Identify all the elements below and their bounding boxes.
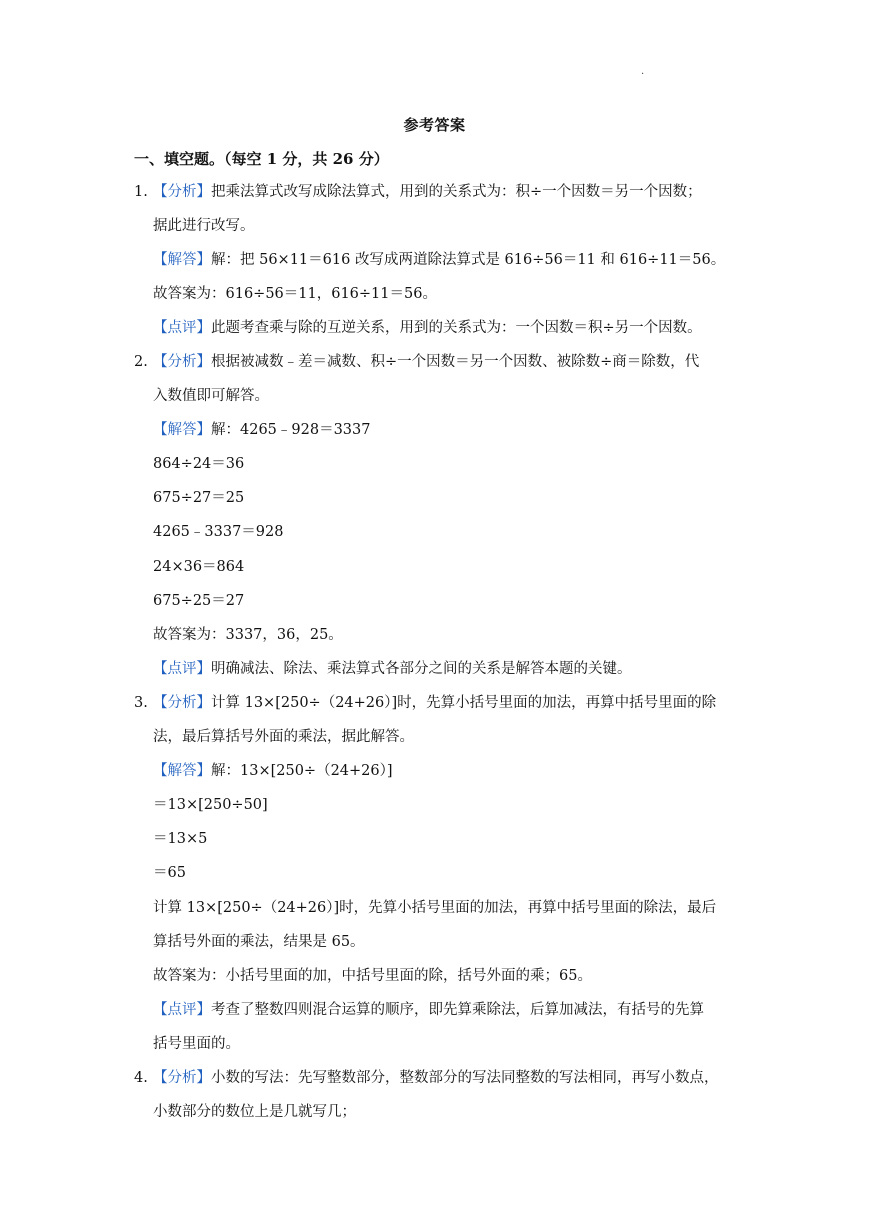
question-2-number: 2. — [134, 354, 148, 370]
comment-tag: 【点评】 — [153, 661, 211, 677]
q1-analysis-line-1 — [153, 182, 702, 202]
q4-analysis-line-2: 小数部分的数位上是几就写几； — [153, 1104, 356, 1120]
q2-analysis-text-1: 根据被减数﹣差＝减数、积÷一个因数＝另一个因数、被除数÷商＝除数，代 — [211, 354, 700, 370]
q3-step: ＝13×[250÷50] — [153, 797, 268, 813]
comment-tag: 【点评】 — [153, 320, 211, 336]
q2-step: 675÷27＝25 — [153, 490, 245, 506]
q2-step: 4265﹣3337＝928 — [153, 524, 284, 540]
q1-comment-line — [153, 318, 702, 338]
q2-solution-line — [153, 420, 370, 440]
q3-step: ＝65 — [153, 865, 186, 881]
solution-tag: 【解答】 — [153, 252, 211, 268]
q2-step: 24×36＝864 — [153, 559, 245, 575]
q1-solution-text: 解：把 56×11＝616 改写成两道除法算式是 616÷56＝11 和 616÷11＝56。 — [211, 252, 726, 268]
question-3-number: 3. — [134, 695, 148, 711]
q3-comment-text-1: 考查了整数四则混合运算的顺序，即先算乘除法，后算加减法，有括号的先算 — [211, 1002, 704, 1018]
q4-analysis-line-1 — [153, 1068, 719, 1088]
question-1-number: 1. — [134, 184, 148, 200]
q3-answer-line: 故答案为：小括号里面的加，中括号里面的除，括号外面的乘；65。 — [153, 968, 592, 984]
q3-analysis-line-1 — [153, 693, 716, 713]
analysis-tag: 【分析】 — [153, 354, 211, 370]
section-heading: 一、填空题。（每空 1 分，共 26 分） — [134, 150, 389, 168]
q1-solution-line — [153, 250, 725, 270]
q2-comment-line — [153, 659, 632, 679]
q1-answer-line: 故答案为：616÷56＝11，616÷11＝56。 — [153, 286, 437, 302]
page-title: 参考答案 — [403, 116, 466, 134]
question-4-number: 4. — [134, 1070, 148, 1086]
q3-comment-line-1 — [153, 1000, 704, 1020]
analysis-tag: 【分析】 — [153, 1070, 211, 1086]
q3-explain-line-2: 算括号外面的乘法，结果是 65。 — [153, 934, 365, 950]
q2-step: 864÷24＝36 — [153, 456, 245, 472]
q2-step: 675÷25＝27 — [153, 593, 245, 609]
q1-comment-text: 此题考查乘与除的互逆关系，用到的关系式为：一个因数＝积÷另一个因数。 — [211, 320, 702, 336]
header-dot: . — [641, 66, 645, 77]
q2-analysis-line-2: 入数值即可解答。 — [153, 388, 269, 404]
q3-analysis-text-1: 计算 13×[250÷（24+26）]时，先算小括号里面的加法，再算中括号里面的除 — [211, 695, 717, 711]
analysis-tag: 【分析】 — [153, 695, 211, 711]
q3-analysis-line-2: 法，最后算括号外面的乘法，据此解答。 — [153, 729, 414, 745]
analysis-tag: 【分析】 — [153, 184, 211, 200]
q2-answer-line: 故答案为：3337，36，25。 — [153, 627, 343, 643]
q3-comment-line-2: 括号里面的。 — [153, 1036, 240, 1052]
q3-explain-line-1: 计算 13×[250÷（24+26）]时，先算小括号里面的加法，再算中括号里面的除法，最后 — [153, 900, 717, 916]
q3-solution-line — [153, 761, 393, 781]
solution-tag: 【解答】 — [153, 422, 211, 438]
comment-tag: 【点评】 — [153, 1002, 211, 1018]
q2-solution-text: 解：4265﹣928＝3337 — [211, 422, 371, 438]
q3-step: ＝13×5 — [153, 831, 208, 847]
solution-tag: 【解答】 — [153, 763, 211, 779]
q1-analysis-text-1: 把乘法算式改写成除法算式，用到的关系式为：积÷一个因数＝另一个因数； — [211, 184, 702, 200]
q4-analysis-text-1: 小数的写法：先写整数部分，整数部分的写法同整数的写法相同，再写小数点， — [211, 1070, 719, 1086]
q3-solution-text: 解：13×[250÷（24+26）] — [211, 763, 393, 779]
q2-comment-text: 明确减法、除法、乘法算式各部分之间的关系是解答本题的关键。 — [211, 661, 632, 677]
q2-analysis-line-1 — [153, 352, 699, 372]
q1-analysis-line-2: 据此进行改写。 — [153, 218, 255, 234]
